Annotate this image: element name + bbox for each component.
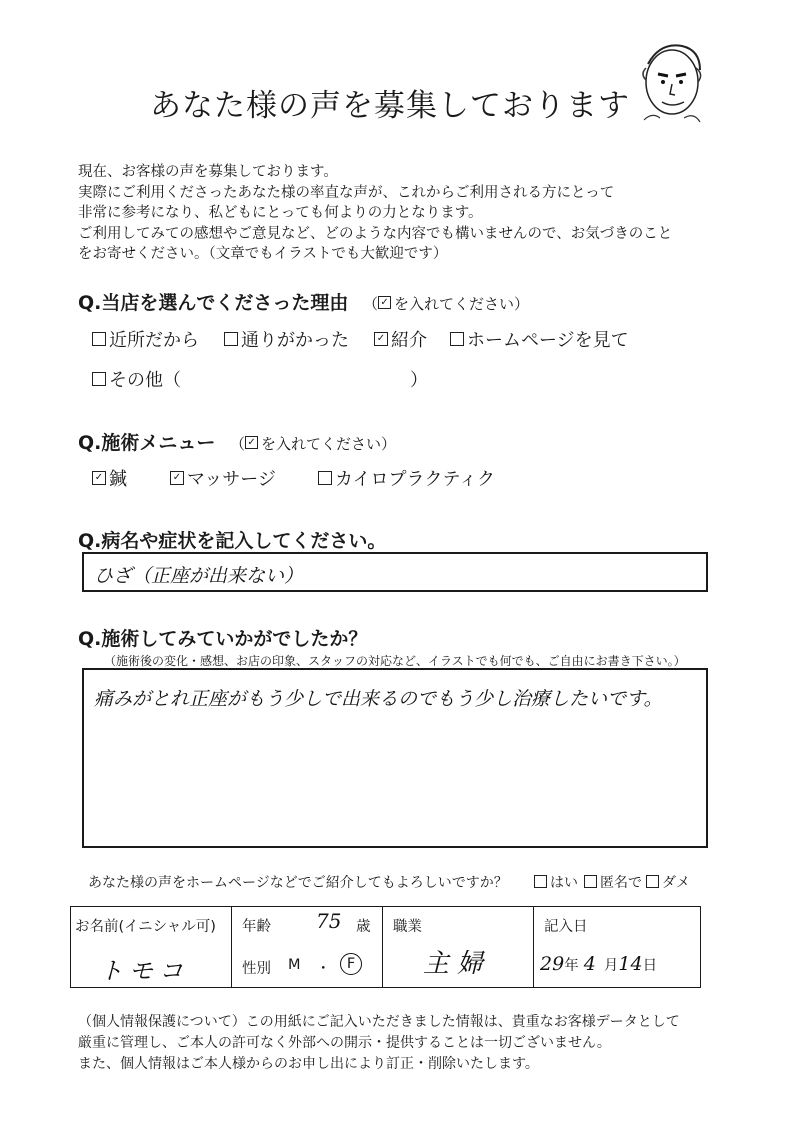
intro-line: 現在、お客様の声を募集しております。: [78, 164, 338, 180]
occupation-cell[interactable]: [383, 907, 534, 988]
age-unit: 歳: [356, 919, 371, 935]
checked-box-icon: ✓: [245, 436, 258, 449]
symptoms-answer: ひざ（正座が出来ない）: [94, 565, 304, 587]
date-month: 4: [583, 953, 596, 975]
impression-answer-box[interactable]: [82, 668, 708, 848]
checked-box-icon[interactable]: ✓: [170, 471, 184, 485]
gender-label: 性別: [242, 961, 271, 977]
name-cell[interactable]: [71, 907, 232, 988]
intro-line: ご利用してみての感想やご意見など、どのような内容でも構いませんので、お気づきのこと: [78, 225, 673, 242]
consent-option-yes[interactable]: はい: [534, 872, 578, 892]
privacy-line: （個人情報保護について）この用紙にご記入いただきました情報は、貴重なお客様データとして: [78, 1014, 680, 1030]
question-menu: [78, 428, 396, 455]
date-cell[interactable]: [534, 907, 701, 988]
occupation-label: 職業: [393, 919, 422, 935]
checkbox-icon[interactable]: [318, 471, 332, 485]
gender-f-circled: F: [340, 953, 362, 975]
checked-box-icon[interactable]: ✓: [374, 332, 388, 346]
gender-separator: ・: [316, 961, 331, 977]
question-menu-label: Q.施術メニュー: [78, 432, 216, 454]
option-acupuncture[interactable]: ✓ 鍼: [92, 465, 127, 491]
question-reason: [78, 288, 529, 315]
option-nearby[interactable]: 近所だから: [92, 326, 199, 352]
gender-m: M: [288, 957, 301, 973]
checked-box-icon: ✓: [378, 296, 391, 309]
option-other[interactable]: その他（: [92, 366, 181, 392]
occupation-value: 主婦: [423, 949, 492, 979]
caricature-illustration: [630, 34, 710, 134]
consent-question: あなた様の声をホームページなどでご紹介してもよろしいですか？: [88, 875, 508, 891]
checkbox-icon[interactable]: [92, 372, 106, 386]
date-year: 29: [540, 953, 565, 975]
checkbox-icon[interactable]: [450, 332, 464, 346]
intro-line: 実際にご利用くださったあなた様の率直な声が、これからご利用される方にとって: [78, 184, 615, 201]
date-value: 29年 4 月14日: [540, 953, 658, 975]
consent-option-no[interactable]: ダメ: [646, 872, 690, 892]
checked-box-icon[interactable]: ✓: [92, 471, 106, 485]
option-chiropractic[interactable]: カイロプラクティク: [318, 465, 495, 491]
question-menu-hint: （ ✓ を入れてください）: [230, 435, 397, 453]
date-day: 14: [618, 953, 643, 975]
option-homepage[interactable]: ホームページを見て: [450, 326, 629, 352]
date-label: 記入日: [544, 919, 588, 935]
question-reason-label: Q.当店を選んでくださった理由: [78, 292, 349, 314]
consent-option-anonymous[interactable]: 匿名で: [584, 872, 642, 892]
checkbox-icon[interactable]: [584, 875, 597, 888]
intro-line: をお寄せください。（文章でもイラストでも大歓迎です）: [78, 246, 448, 262]
intro-line: 非常に参考になり、私どもにとっても何よりの力となります。: [78, 205, 483, 221]
question-reason-hint: （ ✓ を入れてください）: [363, 295, 530, 313]
privacy-line: また、個人情報はご本人様からのお申し出により訂正・削除いたします。: [78, 1056, 539, 1072]
checkbox-icon[interactable]: [646, 875, 659, 888]
name-label: お名前(イニシャル可): [75, 919, 216, 935]
privacy-notice: [78, 1012, 680, 1075]
option-other-close: ）: [410, 370, 428, 391]
intro-text: [78, 162, 672, 265]
privacy-line: 厳重に管理し、ご本人の許可なく外部への開示・提供することは一切ございません。: [78, 1035, 611, 1051]
checkbox-icon[interactable]: [92, 332, 106, 346]
age-label: 年齢: [242, 919, 271, 935]
impression-answer: 痛みがとれ正座がもう少しで出来るのでもう少し治療したいです。: [94, 688, 663, 710]
symptoms-answer-box[interactable]: [82, 552, 708, 592]
checkbox-icon[interactable]: [534, 875, 547, 888]
page-title: あなた様の声を募集しております: [150, 88, 630, 124]
impression-note: （施術後の変化・感想、お店の印象、スタッフの対応など、イラストでも何でも、ご自由にお書き下さい。）: [104, 654, 686, 668]
option-referral[interactable]: ✓ 紹介: [374, 326, 427, 352]
option-massage[interactable]: ✓ マッサージ: [170, 465, 276, 491]
customer-info-table: [70, 906, 701, 988]
age-value: 75: [316, 909, 342, 933]
age-gender-cell[interactable]: [232, 907, 383, 988]
question-symptoms: Q.病名や症状を記入してください。: [78, 530, 387, 552]
question-impression: Q.施術してみていかがでしたか？: [78, 628, 368, 650]
name-value: トモコ: [99, 957, 189, 985]
checkbox-icon[interactable]: [224, 332, 238, 346]
option-passing-by[interactable]: 通りがかった: [224, 326, 349, 352]
